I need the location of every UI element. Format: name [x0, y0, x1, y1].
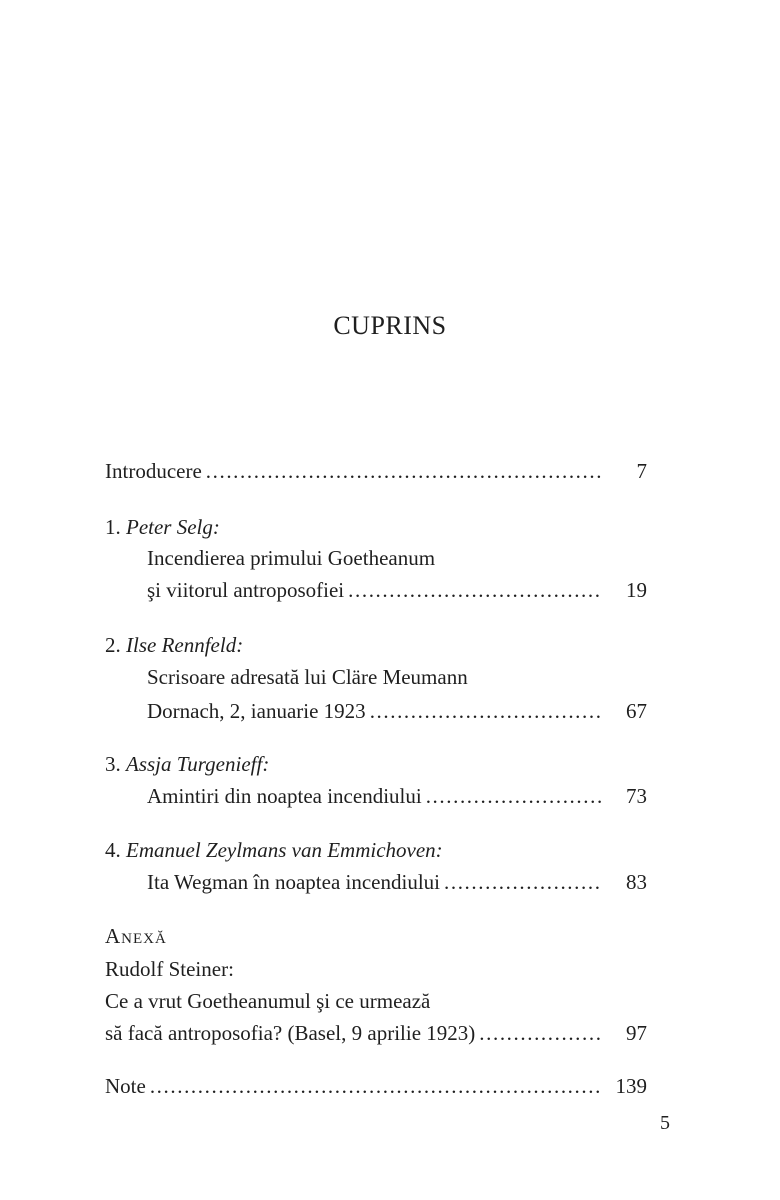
toc-entry-introducere[interactable] — [105, 456, 647, 486]
dot-leader — [444, 867, 601, 897]
entry-number: 3. — [105, 752, 121, 776]
toc-entry-3-author — [105, 749, 269, 779]
appendix-line-1: Ce a vrut Goetheanumul şi ce urmează — [105, 989, 431, 1013]
entry-title: Amintiri din noaptea incendiului — [147, 784, 422, 808]
entry-number: 1. — [105, 515, 121, 539]
toc-entry-4-author — [105, 835, 443, 865]
page-number: 19 — [626, 578, 647, 602]
entry-number: 2. — [105, 633, 121, 657]
author-name: Assja Turgenieff: — [126, 752, 270, 776]
dot-leader — [150, 1071, 601, 1101]
author-name: Peter Selg: — [126, 515, 220, 539]
page-number: 139 — [615, 1074, 647, 1098]
toc-entry-3-line-1[interactable] — [147, 781, 647, 811]
table-of-contents — [105, 0, 647, 1200]
dot-leader — [479, 1018, 601, 1048]
dot-leader — [348, 575, 601, 605]
toc-entry-2-line-1: Scrisoare adresată lui Cläre Meumann — [147, 665, 468, 689]
author-name: Ilse Rennfeld: — [126, 633, 244, 657]
appendix-line-2[interactable] — [105, 1018, 647, 1048]
entry-title: Note — [105, 1074, 146, 1098]
toc-entry-2-line-2[interactable] — [147, 696, 647, 726]
page-number: 97 — [626, 1021, 647, 1045]
toc-entry-1-line-2[interactable] — [147, 575, 647, 605]
page-number: 7 — [636, 459, 647, 483]
entry-title: Ita Wegman în noaptea incendiului — [147, 870, 440, 894]
entry-number: 4. — [105, 838, 121, 862]
dot-leader — [206, 456, 601, 486]
toc-entry-1-line-1: Incendierea primului Goetheanum — [147, 546, 436, 570]
toc-entry-1-author — [105, 512, 220, 542]
toc-entry-2-author — [105, 630, 243, 660]
page-title: CUPRINS — [333, 311, 447, 340]
entry-title: Introducere — [105, 459, 202, 483]
appendix-heading: Anexă — [105, 924, 167, 948]
appendix-author: Rudolf Steiner: — [105, 957, 234, 981]
entry-title: să facă antroposofia? (Basel, 9 aprilie 1923) — [105, 1021, 476, 1045]
page-number: 73 — [626, 784, 647, 808]
toc-entry-4-line-1[interactable] — [147, 867, 647, 897]
dot-leader — [370, 696, 601, 726]
entry-title: şi viitorul antroposofiei — [147, 578, 345, 602]
page-number: 67 — [626, 699, 647, 723]
dot-leader — [426, 781, 601, 811]
page-folio: 5 — [660, 1112, 670, 1134]
toc-entry-note[interactable] — [105, 1071, 647, 1101]
entry-title: Dornach, 2, ianuarie 1923 — [147, 699, 366, 723]
page-number: 83 — [626, 870, 647, 894]
author-name: Emanuel Zeylmans van Emmichoven: — [126, 838, 443, 862]
